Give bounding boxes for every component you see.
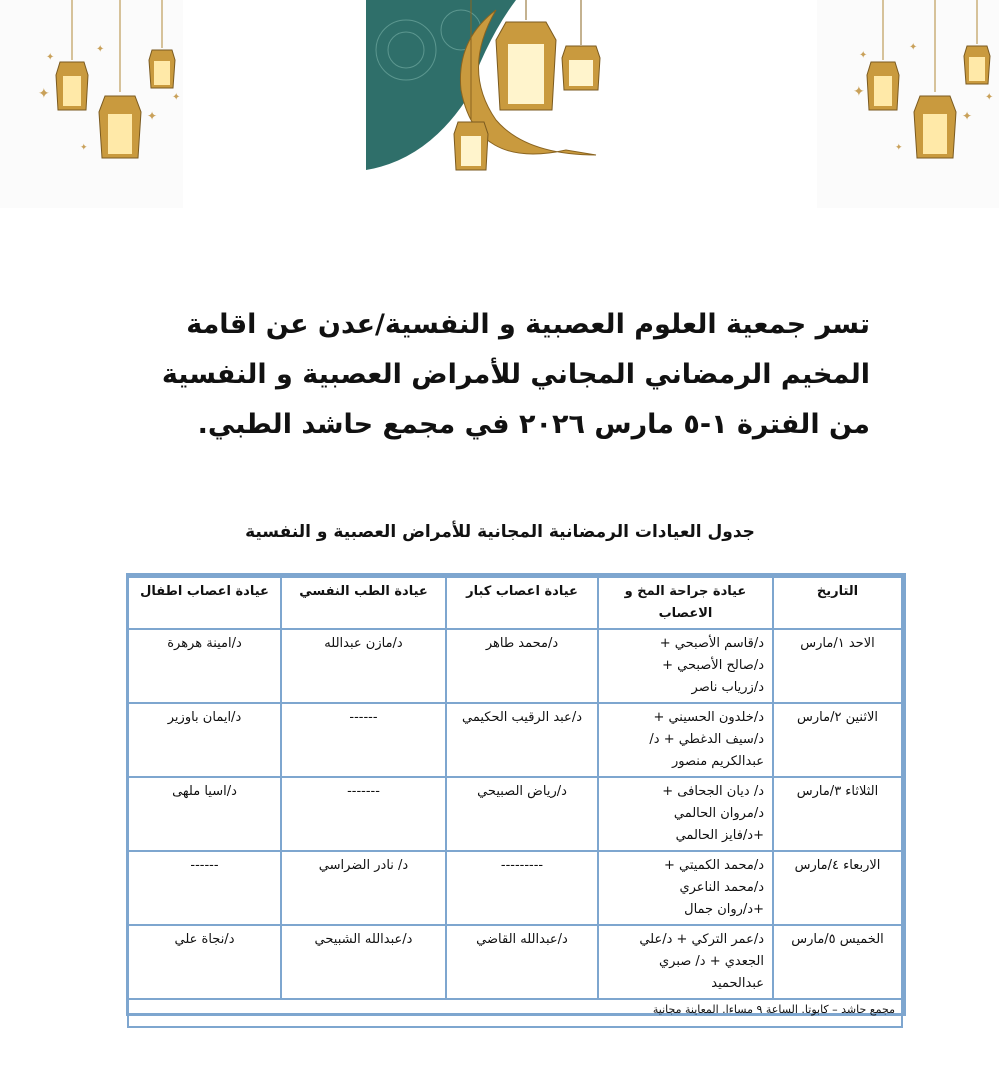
cell-date: الاثنين ٢/مارس [773, 703, 902, 777]
svg-text:✦: ✦ [985, 92, 994, 103]
cell-date: الاربعاء ٤/مارس [773, 851, 902, 925]
doctor-name: د/خلدون الحسيني + [653, 710, 764, 725]
doctor-name: عبدالكريم منصور [672, 754, 764, 769]
table-row [128, 629, 902, 703]
cell-neurosurgery [598, 777, 773, 851]
cell-adult-neuro: --------- [446, 851, 598, 925]
table-row [128, 777, 902, 851]
table-header-row [128, 577, 902, 629]
announcement-text [100, 300, 870, 450]
cell-adult-neuro: د/رياض الصبيحي [446, 777, 598, 851]
svg-text:✦: ✦ [147, 109, 158, 123]
doctor-name: د/صالح الأصبحي + [662, 658, 764, 673]
cell-adult-neuro: د/عبد الرقيب الحكيمي [446, 703, 598, 777]
svg-text:✦: ✦ [895, 143, 903, 153]
table-footer-row [128, 999, 902, 1027]
cell-neurosurgery [598, 925, 773, 999]
doctor-name: د/محمد الناعري [679, 880, 764, 895]
table-row [128, 925, 902, 999]
table-title: جدول العيادات الرمضانية المجانية للأمراض العصبية و النفسية [245, 522, 755, 542]
lantern-cluster-left-icon [0, 0, 183, 208]
announcement-line: المخيم الرمضاني المجاني للأمراض العصبية و النفسية [161, 359, 870, 390]
header-adult-neuro: عيادة اعصاب كبار [446, 577, 598, 629]
cell-date: الخميس ٥/مارس [773, 925, 902, 999]
announcement-line: تسر جمعية العلوم العصبية و النفسية/عدن عن اقامة [186, 309, 870, 340]
clinic-schedule-table [126, 573, 906, 1016]
doctor-name: د/مروان الحالمي [673, 806, 764, 821]
announcement-line: من الفترة ١-٥ مارس ٢٠٢٦ في مجمع حاشد الطبي. [197, 409, 870, 440]
svg-text:✦: ✦ [962, 109, 973, 123]
svg-text:✦: ✦ [38, 86, 50, 102]
svg-text:✦: ✦ [46, 52, 55, 63]
cell-psychiatry: د/مازن عبدالله [281, 629, 446, 703]
svg-text:✦: ✦ [853, 84, 865, 100]
doctor-name: +د/فايز الحالمي [675, 828, 764, 843]
cell-neurosurgery [598, 629, 773, 703]
cell-psychiatry: د/ نادر الضراسي [281, 851, 446, 925]
svg-text:✦: ✦ [96, 44, 105, 55]
svg-text:✦: ✦ [80, 143, 88, 153]
header-psychiatry: عيادة الطب النفسي [281, 577, 446, 629]
cell-psychiatry: ------ [281, 703, 446, 777]
cell-neurosurgery [598, 703, 773, 777]
header-child-neuro: عيادة اعصاب اطفال [128, 577, 281, 629]
table-row [128, 851, 902, 925]
cell-adult-neuro: د/محمد طاهر [446, 629, 598, 703]
doctor-name: د/محمد الكميتي + [664, 858, 764, 873]
doctor-name: د/زرياب ناصر [691, 680, 764, 695]
doctor-name: الجعدي + د/ صبري [658, 954, 764, 969]
doctor-name: +د/روان جمال [684, 902, 764, 917]
svg-text:✦: ✦ [859, 50, 868, 61]
cell-psychiatry: ------- [281, 777, 446, 851]
svg-text:✦: ✦ [909, 42, 918, 53]
doctor-name: د/سيف الدغطي + د/ [649, 732, 764, 747]
crescent-lantern-icon [366, 0, 635, 208]
cell-date: الاحد ١/مارس [773, 629, 902, 703]
doctor-name: د/ ديان الجحافى + [662, 784, 764, 799]
cell-child-neuro: د/نجاة علي [128, 925, 281, 999]
cell-child-neuro: د/امينة هرهرة [128, 629, 281, 703]
doctor-name: د/قاسم الأصبحي + [659, 636, 764, 651]
cell-psychiatry: د/عبدالله الشبيحي [281, 925, 446, 999]
cell-child-neuro: د/ايمان باوزير [128, 703, 281, 777]
cell-neurosurgery [598, 851, 773, 925]
cell-child-neuro: ------ [128, 851, 281, 925]
lantern-cluster-right-icon [817, 0, 999, 208]
header-neurosurgery: عيادة جراحة المخ و الاعصاب [598, 577, 773, 629]
svg-text:✦: ✦ [172, 92, 181, 103]
cell-child-neuro: د/اسيا ملهى [128, 777, 281, 851]
table-row [128, 703, 902, 777]
table-footer-note: مجمع حاشد – كابوتا. الساعة ٩ مساءا. المعاينة مجانية [128, 999, 902, 1027]
doctor-name: عبدالحميد [711, 976, 764, 991]
cell-adult-neuro: د/عبدالله القاضي [446, 925, 598, 999]
doctor-name: د/عمر التركي + د/علي [639, 932, 764, 947]
header-date: التاريخ [773, 577, 902, 629]
cell-date: الثلاثاء ٣/مارس [773, 777, 902, 851]
